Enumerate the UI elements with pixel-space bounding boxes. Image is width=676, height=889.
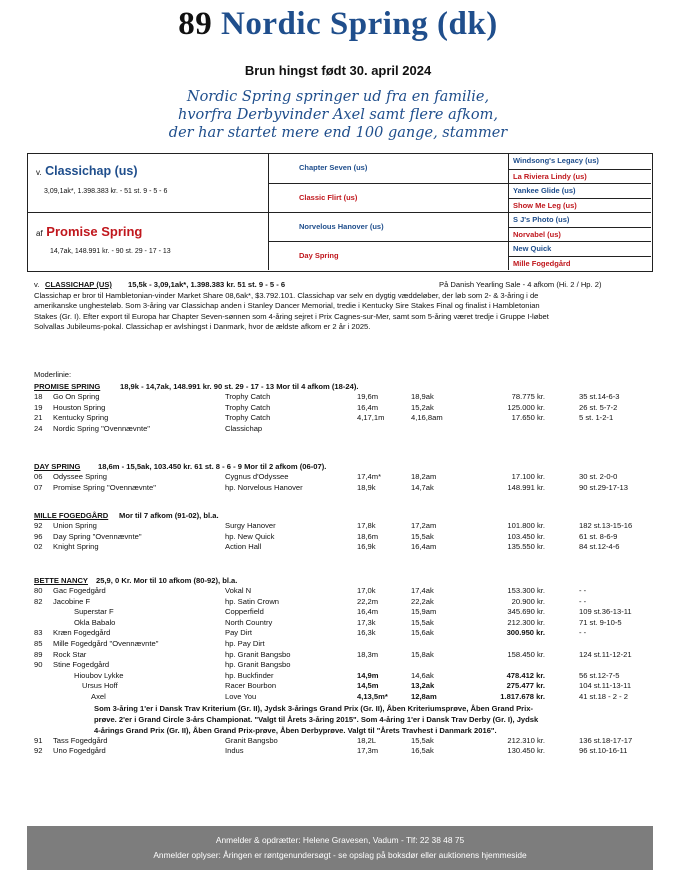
row-record-1: 17,0k [357,586,376,595]
row-record-2: 4,16,8am [411,413,443,423]
section-dam-name: PROMISE SPRING [34,382,101,391]
section-dam-name: MILLE FOGEDGÅRD [34,511,109,520]
row-horse-name: Tass Fogedgård [53,735,108,745]
row-sire: hp. Pay Dirt [225,638,265,648]
row-record-1: 14,9m [357,670,379,680]
pedigree-sire-cell [28,154,268,212]
pedigree-g2-name: Day Spring [299,251,339,260]
row-horse-name: Gac Fogedgård [53,586,106,595]
row-record-1: 4,13,5m* [357,691,388,701]
row-record-2: 14,6ak [411,670,434,680]
intro-line: hvorfra Derbyvinder Axel samt flere afkom, [178,107,498,123]
row-record-2: 16,5ak [411,746,434,756]
pedigree-g3-name: Mille Fogedgård [513,258,571,268]
row-earnings: 125.000 kr. [507,402,545,412]
sire-description [34,280,646,333]
row-record-2: 17,2am [411,521,437,530]
pedigree-g3-name: Yankee Glide (us) [513,186,576,195]
pedigree-g3-name: La Riviera Lindy (us) [513,171,587,181]
row-starts: 109 st.36-13-11 [579,607,632,617]
section-bette-nancy [34,575,646,757]
row-record-1: 18,6m [357,531,379,541]
pedigree-g2-cell [268,183,508,212]
axel-note [34,703,646,736]
row-year: 82 [34,596,43,606]
row-sire: Trophy Catch [225,392,271,401]
row-sire: hp. Buckfinder [225,670,274,680]
row-record-1: 17,3m [357,746,379,756]
row-sire: hp. Satin Crown [225,596,280,606]
pedigree-table [27,153,653,272]
row-sire: hp. New Quick [225,531,275,541]
row-year: 90 [34,660,43,670]
pedigree-g2-cell [268,241,508,270]
row-earnings: 275.477 kr. [506,681,545,691]
row-sire: Racer Bourbon [225,681,277,691]
desc-line: Solvallas Jubileums-pokal. Classichap er avlshingst i Danmark, hvor de ældste afkom er 2 år i 2025. [34,322,371,332]
row-sire: hp. Granit Bangsbo [225,649,291,659]
pedigree-g2-cell [268,154,508,183]
pedigree-g3-name: New Quick [513,244,552,253]
table-row [34,597,646,608]
row-record-1: 18,2L [357,735,377,745]
desc-line: amerikanske unghesteløb. Som 3-åring var Classichap anden i Stanley Dancer Memorial, tredie i Kentucky Sire Stakes Final og finalist i Hambletonian [34,301,540,311]
section-header [34,510,646,521]
row-year: 18 [34,392,43,401]
table-row [34,483,646,494]
row-sire: hp. Norvelous Hanover [225,482,303,492]
row-record-2: 22,2ak [411,596,434,606]
intro-line: der har startet mere end 100 gange, stammer [168,125,508,141]
table-row [34,650,646,661]
row-record-1: 22,2m [357,596,379,606]
row-horse-name: Okla Babalo [74,617,116,627]
pedigree-g3-name: Windsong's Legacy (us) [513,156,599,165]
row-earnings: 345.690 kr. [507,607,545,617]
row-starts: - - [579,586,587,595]
row-sire: Action Hall [225,542,262,552]
pedigree-g3-cell [508,154,651,169]
row-record-1: 16,3k [357,628,376,638]
row-record-1: 17,4m* [357,472,382,481]
row-starts: 136 st.18-17-17 [579,735,633,745]
row-earnings: 103.450 kr. [507,531,545,541]
row-horse-name: Jacobine F [53,596,91,606]
pedigree-g3-cell [508,212,651,227]
row-earnings: 478.412 kr. [506,670,545,680]
desc-sire-stats: 15,5k - 3,09,1ak*, 1.398.383 kr. 51 st. 9 - 5 - 6 [128,280,286,289]
row-sire: Pay Dirt [225,628,253,638]
section-header [34,575,646,586]
note-line: Som 3-åring 1'er i Dansk Trav Kriterium (Gr. II), Jydsk 3-årings Grand Prix (Gr. II), Åben Kriteriumsprøve, Åben Grand Prix- [94,703,533,713]
table-row [34,681,646,692]
row-starts: 84 st.12-4-6 [579,542,620,552]
row-record-2: 17,4ak [411,586,434,595]
row-year: 19 [34,402,43,412]
row-sire: Love You [225,691,257,701]
row-sire: Surgy Hanover [225,521,276,530]
section-day-spring [34,461,646,493]
row-record-1: 17,8k [357,521,376,530]
table-row [34,586,646,597]
pedigree-g3-name: Norvabel (us) [513,229,561,239]
table-row [34,424,646,435]
table-row [34,628,646,639]
row-horse-name: Houston Spring [53,402,106,412]
sire-name: Classichap (us) [45,164,138,178]
intro-line: Nordic Spring springer ud fra en familie, [186,89,490,105]
row-year: 80 [34,586,43,595]
table-row [34,521,646,532]
sire-description-header [34,280,646,291]
row-horse-name: Union Spring [53,521,97,530]
row-earnings: 153.300 kr. [507,586,545,595]
row-earnings: 101.800 kr. [507,521,545,530]
row-horse-name: Promise Spring "Ovennævnte" [53,482,156,492]
row-starts: 30 st. 2-0-0 [579,472,618,481]
row-horse-name: Hioubov Lykke [74,670,124,680]
row-horse-name: Mille Fogedgård "Ovennævnte" [53,638,159,648]
horse-subtitle: Brun hingst født 30. april 2024 [244,63,432,78]
table-row [34,660,646,671]
row-sire: Classichap [225,423,263,433]
note-line: prøve. 2'er i Grand Circle 3-års Championat. "Valgt til Årets 3-åring 2015". Som 4-åring 1'er i Dansk Trav Derby (Gr. I), Jydsk [94,714,539,724]
row-record-2: 15,5ak [411,531,434,541]
row-horse-name: Kentucky Spring [53,413,109,423]
row-sire: Trophy Catch [225,402,271,412]
pedigree-sire [36,164,138,178]
pedigree-g2-name: Classic Flirt (us) [299,193,358,202]
desc-line: Classichap er bror til Hambletonian-vinder Market Share 08,6ak*, $3.792.101. Classichap var selv en dygtig væddeløber, der løb som 2- & 3-åring i de [34,290,539,300]
row-record-1: 4,17,1m [357,413,385,423]
row-record-2: 15,6ak [411,628,434,638]
row-starts: 35 st.14-6-3 [579,392,620,401]
pedigree-g3-cell [508,183,651,198]
pedigree-g3-cell [508,256,651,271]
row-starts: 182 st.13-15-16 [579,521,633,530]
row-record-2: 13,2ak [411,681,435,691]
section-dam-info: 18,9k - 14,7ak, 148.991 kr. 90 st. 29 - 17 - 13 Mor til 4 afkom (18-24). [120,382,359,391]
table-row [34,736,646,747]
table-row [34,607,646,618]
row-record-2: 16,4am [411,542,437,552]
row-year: 91 [34,735,43,745]
row-year: 24 [34,423,43,433]
section-header [34,461,646,472]
pedigree-dam-cell [28,212,268,270]
desc-line: Stakes (Gr. I). Efter export til Europa har Chapter Seven-sønnen som 4-åring sejret i Prix Cagnes-sur-Mer, samt som 5-åring været tredje i Gruppe I-løbet [34,311,549,321]
row-horse-name: Ursus Hoff [82,681,118,691]
row-record-1: 14,5m [357,681,379,691]
row-horse-name: Day Spring "Ovennævnte" [53,531,142,541]
dam-prefix: af [36,229,43,238]
row-year: 96 [34,531,43,541]
table-row [34,692,646,703]
pedigree-g3-cell [508,227,651,242]
sire-prefix: v. [36,168,42,177]
row-earnings: 130.450 kr. [507,746,545,756]
row-earnings: 20.900 kr. [511,596,545,606]
row-sire: Copperfield [225,607,264,617]
row-starts: 5 st. 1-2-1 [579,413,614,423]
section-header [34,381,646,392]
row-year: 92 [34,521,43,530]
section-dam-name: BETTE NANCY [34,576,89,585]
row-horse-name: Rock Star [53,649,87,659]
horse-name: Nordic Spring (dk) [221,6,498,42]
row-record-2: 15,5ak [411,735,434,745]
table-row [34,746,646,757]
row-starts: 104 st.11-13-11 [579,681,632,691]
table-row [34,472,646,483]
desc-sire-name: CLASSICHAP (US) [45,280,112,289]
table-row [34,671,646,682]
pedigree-g3-name: S J's Photo (us) [513,215,570,224]
row-record-1: 18,3m [357,649,379,659]
catalog-number: 89 [178,6,213,42]
row-sire: hp. Granit Bangsbo [225,660,291,670]
row-starts: - - [579,596,587,606]
family-label: Moderlinie: [34,370,72,379]
pedigree-dam [36,224,142,239]
row-earnings: 300.950 kr. [506,628,545,638]
pedigree-g2-name: Norvelous Hanover (us) [299,222,384,231]
row-horse-name: Knight Spring [53,542,99,552]
row-horse-name: Axel [91,691,106,701]
desc-sale-info: På Danish Yearling Sale - 4 afkom (Hi. 2 / Hp. 2) [439,280,602,289]
table-row [34,542,646,553]
row-record-1: 16,4m [357,607,379,617]
row-record-2: 15,9am [411,607,437,617]
row-sire: North Country [225,617,273,627]
row-earnings: 1.817.678 kr. [500,691,545,701]
row-starts: 41 st.18 - 2 - 2 [579,691,628,701]
row-sire: Cygnus d'Odyssee [225,472,289,481]
row-record-1: 19,6m [357,392,379,401]
pedigree-g3-cell [508,169,651,184]
row-record-2: 15,5ak [411,617,434,627]
row-sire: Trophy Catch [225,413,271,423]
row-record-1: 16,4m [357,402,379,412]
pedigree-g3-cell [508,241,651,256]
row-earnings: 148.991 kr. [507,482,545,492]
row-starts: 90 st.29-17-13 [579,482,628,492]
row-record-2: 15,8ak [411,649,434,659]
table-row [34,403,646,414]
footer-breeder: Anmelder & opdrætter: Helene Gravesen, Vadum - Tlf: 22 38 48 75 [215,835,465,845]
row-year: 85 [34,638,43,648]
row-record-2: 18,2am [411,472,437,481]
row-starts: 61 st. 8-6-9 [579,531,618,541]
section-mille-fogedgaard [34,510,646,553]
table-row [34,532,646,543]
dam-stats: 14,7ak, 148.991 kr. - 90 st. 29 - 17 - 13 [50,248,171,255]
row-record-2: 15,2ak [411,402,434,412]
row-year: 89 [34,649,43,659]
row-horse-name: Go On Spring [53,392,100,401]
row-record-2: 18,9ak [411,392,434,401]
row-earnings: 158.450 kr. [507,649,545,659]
row-record-1: 17,3k [357,617,376,627]
table-row [34,413,646,424]
row-sire: Granit Bangsbo [225,735,278,745]
row-year: 83 [34,628,43,638]
pedigree-g2-cell [268,212,508,241]
footer-note: Anmelder oplyser: Åringen er røntgenundersøgt - se opslag på boksdør eller auktionens hjemmeside [153,850,527,860]
row-horse-name: Kræn Fogedgård [53,628,111,638]
row-earnings: 17.650 kr. [511,413,545,423]
row-record-2: 14,7ak [411,482,434,492]
row-starts: 26 st. 5-7-2 [579,402,618,412]
row-starts: - - [579,628,587,638]
row-earnings: 135.550 kr. [507,542,545,552]
row-starts: 71 st. 9-10-5 [579,617,622,627]
section-promise-spring [34,381,646,434]
pedigree-g3-cell [508,198,651,213]
row-horse-name: Uno Fogedgård [53,746,106,756]
row-sire: Indus [225,746,244,756]
pedigree-g3-name: Show Me Leg (us) [513,200,577,210]
row-record-1: 16,9k [357,542,376,552]
intro-text [0,88,676,142]
page-title [0,6,676,43]
desc-prefix: v. [34,280,40,289]
row-earnings: 212.310 kr. [507,735,545,745]
dam-name: Promise Spring [46,224,143,239]
row-earnings: 17.100 kr. [511,472,545,481]
section-dam-info: Mor til 7 afkom (91-02), bl.a. [119,511,219,520]
row-starts: 96 st.10-16-11 [579,746,628,756]
pedigree-g2-name: Chapter Seven (us) [299,163,368,172]
table-row [34,639,646,650]
row-horse-name: Superstar F [74,607,114,617]
row-earnings: 78.775 kr. [511,392,545,401]
footer [27,826,653,870]
row-year: 02 [34,542,43,552]
row-record-1: 18,9k [357,482,376,492]
section-dam-info: 18,6m - 15,5ak, 103.450 kr. 61 st. 8 - 6 - 9 Mor til 2 afkom (06-07). [98,462,327,471]
section-dam-name: DAY SPRING [34,462,81,471]
section-dam-info: 25,9, 0 Kr. Mor til 10 afkom (80-92), bl.a. [96,576,238,585]
row-starts: 56 st.12-7-5 [579,670,620,680]
note-line: 4-årings Grand Prix (Gr. II), Åben Grand Prix-prøve, Åben Derbyprøve. Valgt til "Årets Travhest i Danmark 2016". [94,725,497,735]
row-year: 06 [34,472,43,481]
row-record-2: 12,8am [411,691,437,701]
row-starts: 124 st.11-12-21 [579,649,632,659]
table-row [34,618,646,629]
sire-stats: 3,09,1ak*, 1.398.383 kr. - 51 st. 9 - 5 - 6 [44,188,168,195]
row-sire: Vokal N [225,586,252,595]
row-year: 21 [34,413,43,423]
row-horse-name: Odyssee Spring [53,472,108,481]
row-horse-name: Stine Fogedgård [53,660,110,670]
row-year: 92 [34,746,43,756]
table-row [34,392,646,403]
row-year: 07 [34,482,43,492]
row-horse-name: Nordic Spring "Ovennævnte" [53,423,150,433]
row-earnings: 212.300 kr. [507,617,545,627]
